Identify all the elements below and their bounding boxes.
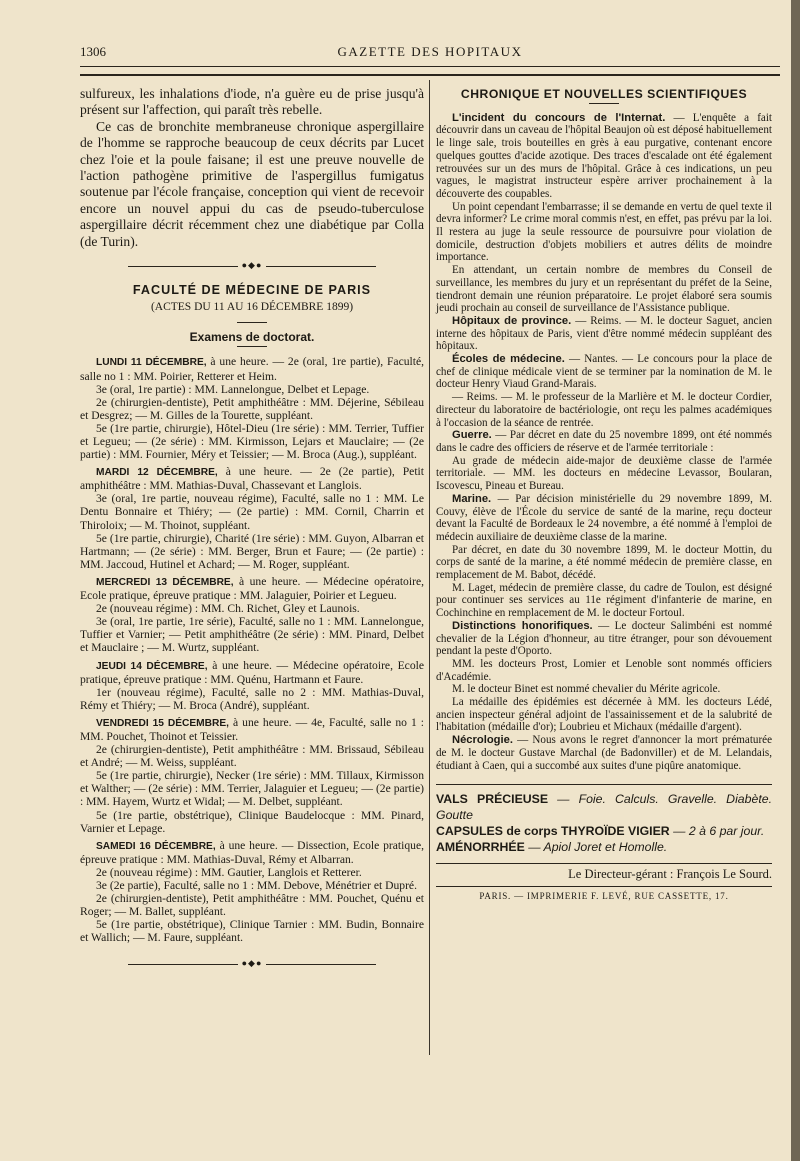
- news-text: — Nantes. — Le concours pour la place de chef de clinique médicale vient de se terminer par la nomination de M. le docteur Henry Viaud Grand-Marais.: [436, 353, 772, 391]
- exam-text: 3e (2e partie), Faculté, salle no 1 : MM. Debove, Ménétrier et Dupré.: [96, 879, 417, 892]
- exam-day-heading: JEUDI 14 DÉCEMBRE,: [96, 660, 208, 672]
- advertisements: [436, 784, 772, 855]
- exam-day-heading: LUNDI 11 DÉCEMBRE,: [96, 357, 207, 369]
- intro-paragraph: sulfureux, les inhalations d'iode, n'a guère eu de prise jusqu'à présent sur l'affection, qui paraît très rebelle.: [80, 86, 424, 118]
- exam-text: à une heure. — Médecine opératoire, Ecole pratique, épreuve pratique : MM. Quénu, Hartmann et Faure.: [80, 658, 424, 686]
- exam-text: 2e (chirurgien-dentiste), Petit amphithéâtre : MM. Déjerine, Sébileau et Desgrez; — M. Gilles de la Tourette, suppléant.: [80, 395, 424, 422]
- page-edge: [791, 0, 800, 1161]
- chronicle-title: CHRONIQUE ET NOUVELLES SCIENTIFIQUES: [460, 87, 748, 101]
- news-paragraph: [436, 455, 772, 493]
- exam-text: 2e (nouveau régime) : MM. Ch. Richet, Gley et Launois.: [96, 602, 360, 616]
- exam-day-heading: MARDI 12 DÉCEMBRE,: [96, 467, 218, 479]
- news-text: Par décret, en date du 30 novembre 1899, M. le docteur Mottin, du corps de santé de la marine, a été nommé médecin de première classe, en remplacement de M. Babot, décédé.: [436, 543, 772, 582]
- intro-paragraph: Ce cas de bronchite membraneuse chronique aspergillaire de l'homme se rapproche beaucoup de ceux décrits par Lucet chez l'oie et la poule faisane; il est une preuve nouvelle de l'action pathogène primitive de l'aspergillus fumigatus soutenue par l'école française, conception qui vient de recevoir encore un nouvel appui du cas de pseudo-tuberculose aspergillaire décrit récemment chez une diabétique par Colla (de Turin).: [80, 118, 424, 249]
- news-text: La médaille des épidémies est décernée à MM. les docteurs Lédé, ancien inspecteur général adjoint de l'assainissement et de la salubrité de l'habitation (médaille d'or); Loubrieu et Michaux (médaille d'argent).: [436, 696, 772, 734]
- exam-schedule: [80, 355, 424, 948]
- exam-paragraph: [80, 686, 424, 712]
- exam-day-heading: VENDREDI 15 DÉCEMBRE,: [96, 717, 229, 729]
- news-paragraph: [436, 696, 772, 734]
- news-heading: Écoles de médecine.: [452, 353, 565, 366]
- short-rule: [237, 322, 267, 323]
- news-paragraph: [436, 544, 772, 582]
- exam-paragraph: [80, 743, 424, 769]
- page-header: [80, 44, 780, 64]
- ornament-divider: ●◆●: [80, 259, 424, 272]
- director-signature: Le Directeur-gérant : François Le Sourd.: [436, 863, 772, 881]
- news-paragraph: [436, 734, 772, 772]
- news-text: — Nous avons le regret d'annoncer la mort prématurée de M. le docteur Gustave Marchal (de Badonviller) et de M. Lelandais, étudiant à Caen, qui a succombé aux suites d'une piqûre anatomique.: [436, 734, 772, 772]
- news-heading: Nécrologie.: [452, 734, 513, 747]
- news-paragraph: [436, 683, 772, 696]
- news-heading: Guerre.: [452, 429, 492, 442]
- exam-paragraph: [80, 659, 424, 686]
- exam-paragraph: [80, 879, 424, 892]
- exam-text: à une heure. — Médecine opératoire, Ecole pratique, épreuve pratique : MM. Jalaguier, Poirier et Legueu.: [80, 574, 424, 603]
- news-text: — Reims. — M. le professeur de la Marlière et M. le docteur Cordier, directeur du laboratoire de bactériologie, ont reçu les palmes académiques à l'occasion de la séance de rentrée.: [436, 391, 772, 429]
- exam-text: 3e (oral, 1re partie, nouveau régime), Faculté, salle no 1 : MM. Le Dentu Bonnaire et Thiéry; — (2e partie) : MM. Cornil, Charrin et Thiroloix; — M. Thoinot, suppléant.: [80, 492, 424, 532]
- exam-paragraph: [80, 355, 424, 382]
- exam-day-heading: SAMEDI 16 DÉCEMBRE,: [96, 840, 216, 852]
- faculty-title: FACULTÉ DE MÉDECINE DE PARIS: [132, 283, 372, 298]
- news-text: En attendant, un certain nombre de membres du Conseil de surveillance, les membres du jury et un représentant du préfet de la Seine, tiendront demain une réunion préparatoire. Le projet élaboré sera soumis jeudi prochain au conseil de surveillance de l'Assistance publique.: [436, 264, 772, 315]
- column-divider: [429, 80, 430, 1055]
- news-text: — Par décret en date du 25 novembre 1899, ont été nommés dans le cadre des officiers de réserve et de l'armée territoriale :: [436, 429, 772, 454]
- imprint-line: PARIS. — IMPRIMERIE F. LEVÉ, RUE CASSETTE, 17.: [436, 886, 772, 903]
- exams-title: Examens de doctorat.: [189, 330, 315, 345]
- news-paragraph: [436, 353, 772, 391]
- header-rule-thick: [80, 74, 780, 76]
- short-rule: [589, 103, 619, 104]
- advertisement-text: — 2 à 6 par jour.: [669, 824, 765, 839]
- faculty-subtitle: (ACTES DU 11 AU 16 DÉCEMBRE 1899): [150, 301, 354, 314]
- exam-text: 5e (1re partie, chirurgie), Necker (1re série) : MM. Tillaux, Kirmisson et Walther; — (2e série) : MM. Terrier, Jalaguier et Legueu; — (2e partie) : MM. Hayem, Wurtz et Widal; — M. Delbet, suppléant.: [80, 769, 424, 809]
- exam-text: 5e (1re partie, obstétrique), Clinique Tarnier : MM. Budin, Bonnaire et Wallich; — M. Faure, suppléant.: [80, 918, 424, 945]
- intro-text: [80, 86, 424, 250]
- exam-paragraph: [80, 396, 424, 422]
- news-text: Au grade de médecin aide-major de deuxième classe de l'armée territoriale. — MM. les docteurs en médecine Levassor, Boularan, Iscovescu, Pineau et Bureau.: [436, 454, 772, 493]
- exam-text: à une heure. — 2e (oral, 1re partie), Faculté, salle no 1 : MM. Poirier, Retterer et Heim.: [80, 355, 424, 383]
- news-paragraph: [436, 620, 772, 658]
- exam-paragraph: [80, 866, 424, 879]
- ornament-divider: ●◆●: [80, 957, 424, 970]
- header-rule: [80, 66, 780, 67]
- news-heading: L'incident du concours de l'Internat.: [452, 111, 666, 124]
- advertisement-text: — Apiol Joret et Homolle.: [524, 840, 668, 855]
- exam-text: 2e (chirurgien-dentiste), Petit amphithéâtre : MM. Pouchet, Quénu et Roger; — M. Ballet, suppléant.: [80, 892, 424, 919]
- exam-text: 3e (oral, 1re partie, 1re série), Faculté, salle no 1 : MM. Lannelongue, Tuffier et Varnier; — Petit amphithéâtre (2e série) : MM. Pinard, Delbet et Mauclaire ; — M. Wurtz, suppléant.: [80, 615, 424, 655]
- journal-title: GAZETTE DES HOPITAUX: [337, 44, 523, 59]
- exam-day-heading: MERCREDI 13 DÉCEMBRE,: [96, 576, 234, 588]
- exam-text: 1er (nouveau régime), Faculté, salle no 2 : MM. Mathias-Duval, Rémy et Thiéry; — M. Broca (André), suppléant.: [80, 685, 424, 712]
- exam-text: 2e (nouveau régime) : MM. Gautier, Langlois et Retterer.: [96, 865, 362, 879]
- advertisement-brand: CAPSULES de corps THYROÏDE VIGIER: [436, 824, 670, 839]
- exam-paragraph: [80, 532, 424, 571]
- news-paragraph: [436, 582, 772, 620]
- news-text: — Le docteur Salimbéni est nommé chevalier de la Légion d'honneur, au titre étranger, pour son dévouement pendant la peste d'Oporto.: [436, 619, 772, 658]
- exam-text: à une heure. — 4e, Faculté, salle no 1 : MM. Pouchet, Thoinot et Teissier.: [80, 715, 424, 743]
- short-rule: [237, 346, 267, 347]
- news-paragraph: [436, 493, 772, 544]
- left-column: [80, 86, 424, 983]
- news-text: — L'enquête a fait découvrir dans un caveau de l'hôpital Beaujon où est déposé habituellement le linge sale, trois bouteilles en grès à eau purgative, contenant encore quelques gouttes d'acide azotique. Des traces d'escalade ont été également retrouvées sur un des murs de l'hôpital. Grâce à ces indications, un peu vagues, le magistrat instructeur espère arriver prochainement à la découverte des coupables.: [436, 111, 772, 200]
- exam-text: 2e (chirurgien-dentiste), Petit amphithéâtre : MM. Brissaud, Sébileau et André; — M. Weiss, suppléant.: [80, 743, 424, 770]
- exam-paragraph: [80, 839, 424, 866]
- page-number: 1306: [80, 44, 106, 59]
- exam-paragraph: [80, 892, 424, 918]
- news-heading: Distinctions honorifiques.: [452, 619, 593, 632]
- news-text: MM. les docteurs Prost, Lomier et Lenoble sont nommés officiers d'Académie.: [436, 657, 772, 683]
- news-text: — Reims. — M. le docteur Saguet, ancien interne des hôpitaux de Paris, vient d'être nommé médecin suppléant des hôpitaux.: [436, 314, 772, 353]
- advertisement: [436, 823, 772, 839]
- exam-text: à une heure. — 2e (2e partie), Petit amphithéâtre : MM. Mathias-Duval, Chassevant et Langlois.: [80, 465, 424, 493]
- advertisement-text: — Foie. Calculs. Gravelle. Diabète. Goutte: [436, 792, 772, 823]
- exam-text: 5e (1re partie, chirurgie), Hôtel-Dieu (1re série) : MM. Terrier, Tuffier et Legueu; — (2e série) : MM. Kirmisson, Lejars et Mauclaire; — (2e partie) : MM. Fournier, Méry et Teissier; — M. Broca (Aug.), suppléant.: [80, 421, 424, 462]
- exam-paragraph: [80, 769, 424, 808]
- news-heading: Hôpitaux de province.: [452, 314, 572, 327]
- exam-text: 5e (1re partie, chirurgie), Charité (1re série) : MM. Guyon, Albarran et Hartmann; — (2e série) : MM. Berger, Brun et Faure; — (2e partie) : MM. Jaccoud, Hutinel et Achard; — M. Roger, suppléant.: [80, 531, 424, 571]
- exam-text: 5e (1re partie, obstétrique), Clinique Baudelocque : MM. Pinard, Varnier et Lepage.: [80, 808, 424, 835]
- exam-paragraph: [80, 615, 424, 654]
- advertisement-brand: AMÉNORRHÉE: [436, 840, 525, 855]
- news-heading: Marine.: [452, 492, 492, 505]
- advertisement: [436, 791, 772, 823]
- exam-paragraph: [80, 383, 424, 396]
- news-text: — Par décision ministérielle du 29 novembre 1899, M. Couvy, élève de l'École du service de santé de la marine, reçu docteur devant la Faculté de Bordeaux le 24 novembre, a été nommé à l'emploi de médecin auxiliaire de deuxième classe de la marine.: [436, 492, 772, 543]
- exam-paragraph: [80, 602, 424, 615]
- news-paragraph: [436, 315, 772, 353]
- advertisement-brand: VALS PRÉCIEUSE: [436, 792, 549, 807]
- spacer: [80, 944, 424, 948]
- news-items: [436, 112, 772, 773]
- news-text: M. Laget, médecin de première classe, du cadre de Toulon, est désigné pour continuer ses services au 11e régiment d'infanterie de marine, en Cochinchine en remplacement de M. le docteur Fortoul.: [436, 581, 772, 620]
- exam-text: 3e (oral, 1re partie) : MM. Lannelongue, Delbet et Lepage.: [96, 382, 370, 396]
- exam-paragraph: [80, 809, 424, 835]
- exam-text: à une heure. — Dissection, Ecole pratique, épreuve pratique : MM. Mathias-Duval, Rémy et Albarran.: [80, 838, 424, 866]
- exam-paragraph: [80, 716, 424, 743]
- news-text: M. le docteur Binet est nommé chevalier du Mérite agricole.: [452, 683, 721, 696]
- news-paragraph: [436, 264, 772, 315]
- exam-paragraph: [80, 465, 424, 492]
- exam-paragraph: [80, 918, 424, 944]
- news-paragraph: [436, 391, 772, 429]
- news-paragraph: [436, 429, 772, 454]
- news-text: Un point cependant l'embarrasse; il se demande en vertu de quel texte il devra informer? Le crime moral commis n'est, en effet, pas prévu par la loi. Il restera au juge la seule ressource de poursuivre pour violation de domicile, destruction d'objets mobiliers et autres délits de moindre importance.: [436, 200, 772, 264]
- advertisement: [436, 839, 772, 855]
- news-paragraph: [436, 201, 772, 265]
- news-paragraph: [436, 658, 772, 683]
- news-paragraph: [436, 112, 772, 201]
- exam-paragraph: [80, 575, 424, 602]
- right-column: [436, 86, 772, 903]
- exam-paragraph: [80, 492, 424, 531]
- exam-paragraph: [80, 422, 424, 461]
